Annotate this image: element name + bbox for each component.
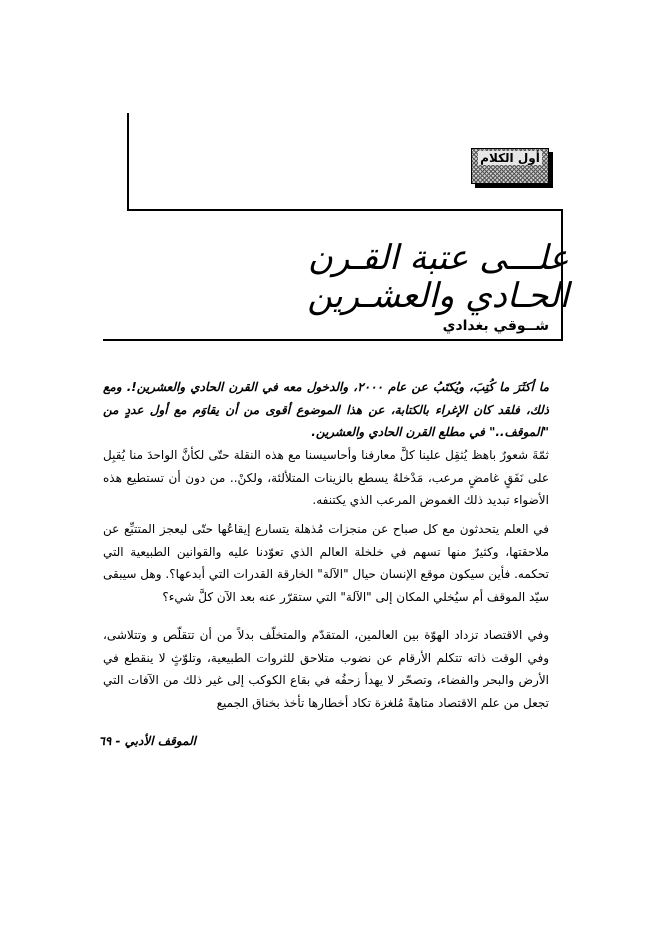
intro-paragraph: ما أكثَرَ ما كُتِبَ، ويُكتَبُ عن عام ٢٠٠٠، والدخول معه في القرن الحادي والعشرين!. ومع ذلك، فلقد كان الإغراء بالكتابة، عن هذا الموضوع أقوى من أن يقاوَم مع أول عددٍ من "الموقف.." في مطلع القرن الحادي والعشرين. — [103, 380, 549, 439]
body-paragraph-3: وفي الاقتصاد تزداد الهوّة بين العالمين، المتقدّم والمتخلّف بدلاً من أن تتقلّص و وتتلاشى، وفي الوقت ذاته تتكلم الأرقام عن نضوب متلاحق للثروات الطبيعية، وتلوّثٍ لا ينقطع في الأرض والبحر والفضاء، وتصحّر لا يهدأ زحفُه في بقاع الكوكب إلى غير ذلك من الآفات التي تجعل من علم الاقتصاد متاهةً مُلغزة تكاد أخطارها تأخذ بخناق الجميع — [103, 628, 549, 710]
page-footer: الموقف الأدبي - ٦٩ — [98, 734, 196, 748]
body-paragraph-2: في العلم يتحدثون مع كل صباح عن منجزات مُذهلة يتسارع إيقاعُها حتّى ليعجز المتتبِّع عن ملاحقتها، وكثيرٌ منها تسهم في خلخلة العالم الذي تعوّدنا عليه والقوانين الطبيعية التي تحكمه. فأين سيكون موقع الإنسان حيال "الآلة" الخارقة القدرات التي أبدعها؟. وهل سيبقى سيّد الموقف أم سيُخلي المكان إلى "الآلة" التي ستقرّر عنه بعد الآن كلَّ شيء؟ — [103, 522, 549, 604]
author-rule — [103, 339, 563, 341]
body-paragraph-1: ثمّةَ شعورٌ باهظ يُثقِل علينا كلَّ معارفنا وأحاسيسنا مع هذه النقلة حتّى لكأنَّ الواحدَ منا يُقبِل على نَفَقٍ غامضٍ مرعب، مَدْخلهُ يسطع بالزينات المتلألئة، ولكنْ.. من دون أن تستطيع هذه الأضواء تبديد ذلك الغموض المرعب الذي يكتنفه. — [103, 448, 549, 507]
top-horizontal-rule — [127, 209, 563, 211]
title-line-2: الحـادي والعشـرين — [307, 276, 569, 316]
section-badge-label: أول الكلام — [480, 151, 540, 165]
section-badge — [471, 148, 549, 184]
author-name: شــوقي بغدادي — [442, 318, 549, 334]
title-line-1: علـــى عتبة القـرن — [307, 238, 569, 278]
left-vertical-rule — [127, 113, 129, 211]
